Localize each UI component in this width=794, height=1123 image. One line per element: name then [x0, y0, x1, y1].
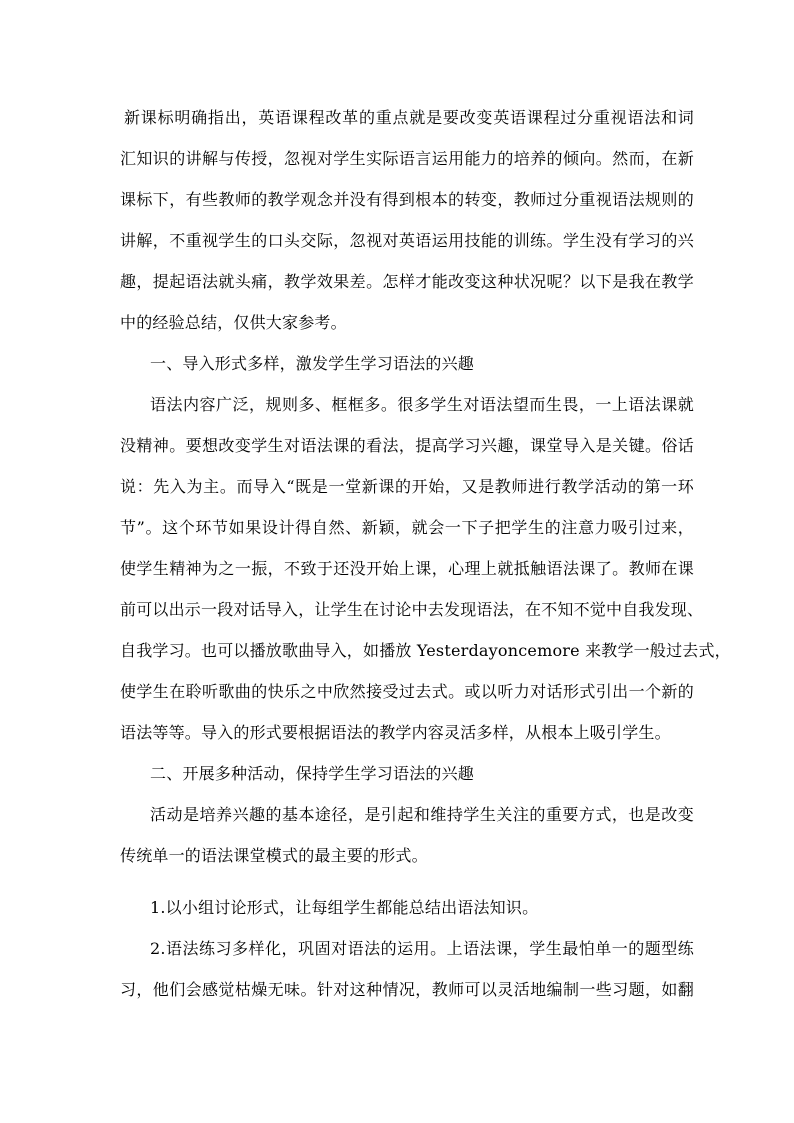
body-text-line: 使学生精神为之一振，不致于还没开始上课，心理上就抵触语法课了。教师在课 [120, 559, 694, 578]
body-text-line: 说：先入为主。而导入“既是一堂新课的开始，又是教师进行教学活动的第一环 [120, 477, 694, 496]
body-text-line: 语法内容广泛，规则多、框框多。很多学生对语法望而生畏，一上语法课就 [150, 395, 694, 414]
body-text-line: 课标下，有些教师的教学观念并没有得到根本的转变，教师过分重视语法规则的 [120, 190, 694, 209]
body-text-line: 使学生在聆听歌曲的快乐之中欣然接受过去式。或以听力对话形式引出一个新的 [120, 682, 694, 701]
body-text-line: 趣，提起语法就头痛，教学效果差。怎样才能改变这种状况呢？以下是我在教学 [120, 272, 694, 291]
section-heading: 一、导入形式多样，激发学生学习语法的兴趣 [150, 354, 475, 373]
body-text-line: 新课标明确指出，英语课程改革的重点就是要改变英语课程过分重视语法和词 [124, 108, 694, 127]
list-item: 1.以小组讨论形式，让每组学生都能总结出语法知识。 [150, 898, 539, 917]
body-text-line: 前可以出示一段对话导入，让学生在讨论中去发现语法，在不知不觉中自我发现、 [120, 600, 704, 619]
body-text-line: 自我学习。也可以播放歌曲导入，如播放 Yesterdayoncemore 来教学一般过去式， [120, 641, 731, 660]
section-heading: 二、开展多种活动，保持学生学习语法的兴趣 [150, 764, 475, 783]
body-text-line: 语法等等。导入的形式要根据语法的教学内容灵活多样，从根本上吸引学生。 [120, 723, 671, 742]
body-text-line: 传统单一的语法课堂模式的最主要的形式。 [120, 846, 428, 865]
body-text-line: 活动是培养兴趣的基本途径，是引起和维持学生关注的重要方式，也是改变 [150, 805, 694, 824]
body-text-line: 中的经验总结，仅供大家参考。 [120, 313, 347, 332]
body-text-line: 汇知识的讲解与传授，忽视对学生实际语言运用能力的培养的倾向。然而，在新 [120, 149, 694, 168]
body-text-line: 节”。这个环节如果设计得自然、新颖，就会一下子把学生的注意力吸引过来， [120, 518, 694, 537]
body-text-line: 讲解，不重视学生的口头交际，忽视对英语运用技能的训练。学生没有学习的兴 [120, 231, 694, 250]
list-item: 2.语法练习多样化，巩固对语法的运用。上语法课，学生最怕单一的题型练 [150, 939, 694, 958]
body-text-line: 没精神。要想改变学生对语法课的看法，提高学习兴趣，课堂导入是关键。俗话 [120, 436, 694, 455]
body-text-line: 习，他们会感觉枯燥无味。针对这种情况，教师可以灵活地编制一些习题，如翻 [120, 980, 694, 999]
